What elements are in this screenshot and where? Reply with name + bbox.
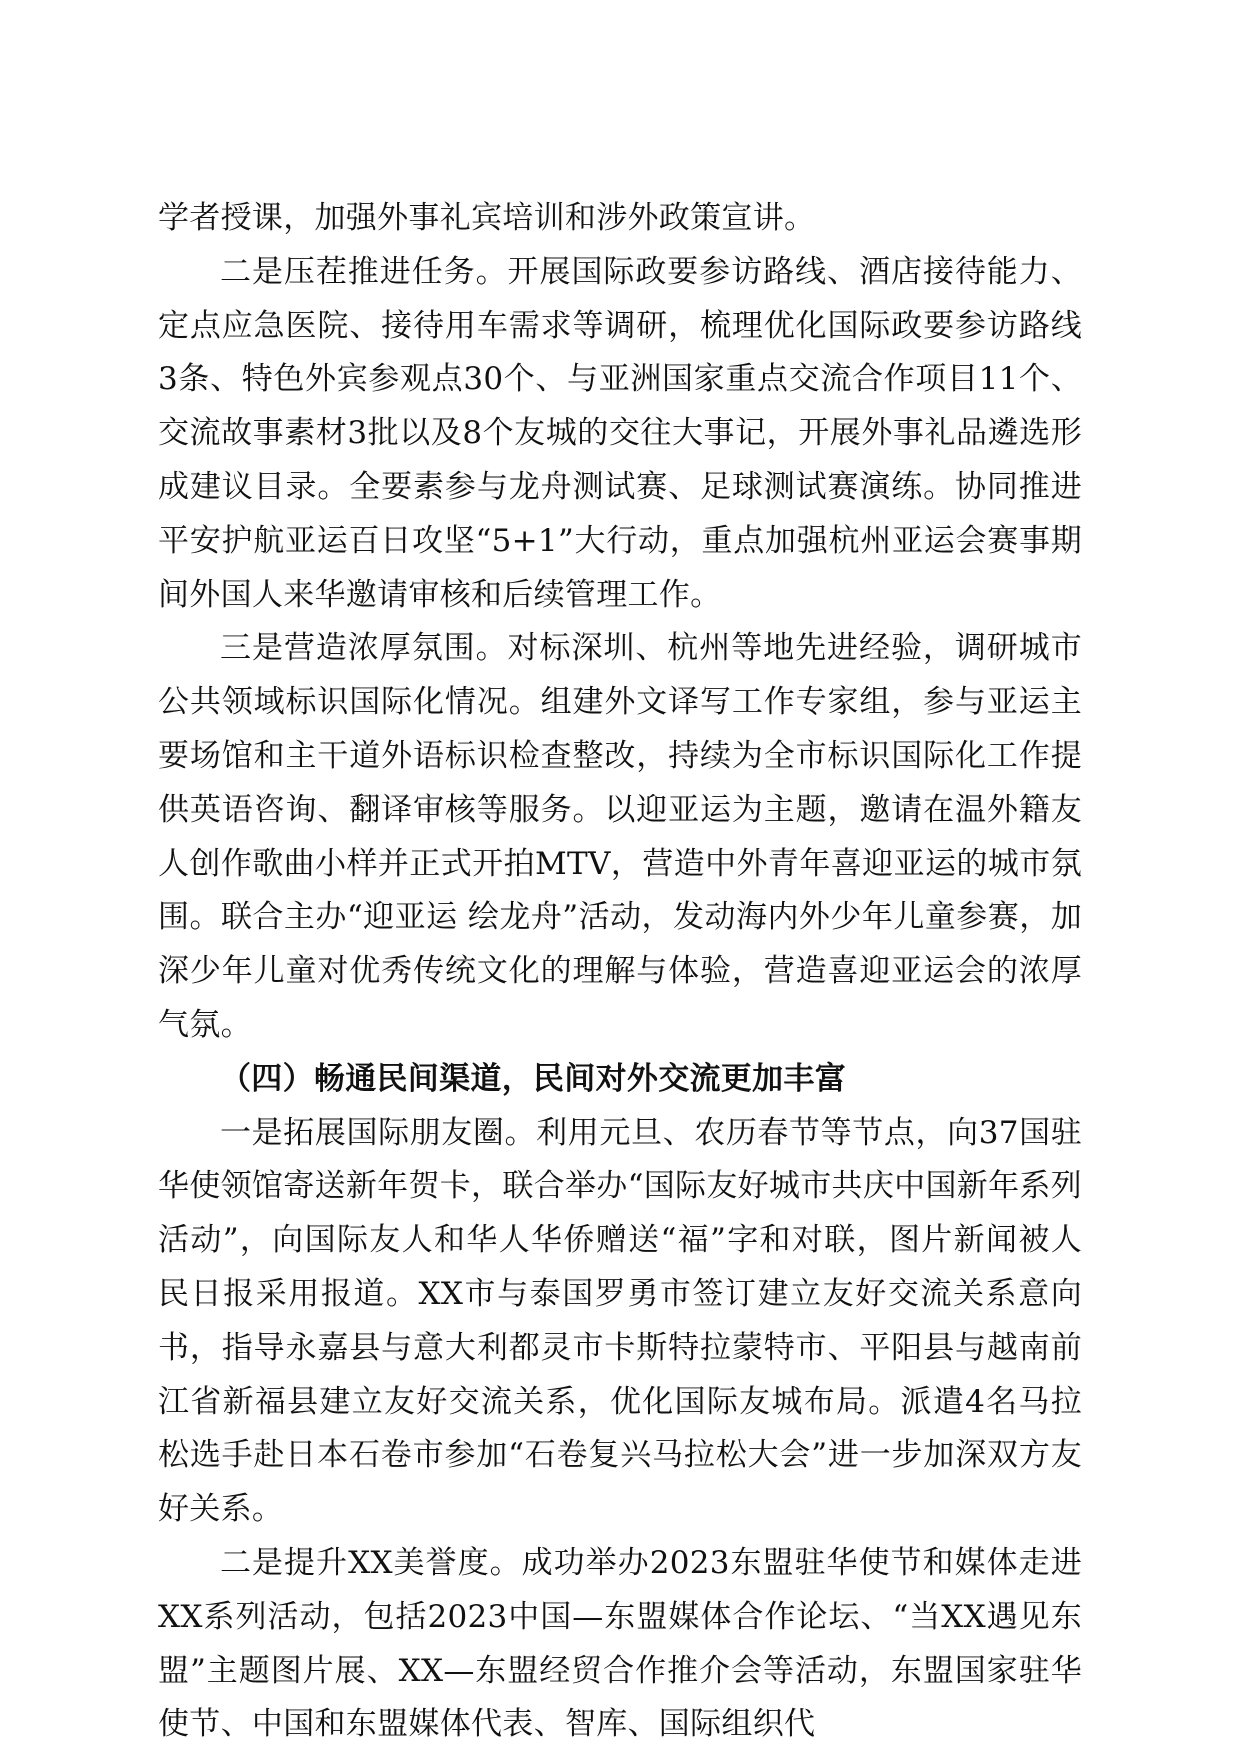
paragraph-friend-circle: 一是拓展国际朋友圈。利用元旦、农历春节等节点，向37国驻华使领馆寄送新年贺卡，联合举办“国际友好城市共庆中国新年系列活动”，向国际友人和华人华侨赠送“福”字和对联，图片新闻被人民日报采用报道。XX市与泰国罗勇市签订建立友好交流关系意向书，指导永嘉县与意大利都灵市卡斯特拉蒙特市、平阳县与越南前江省新福县建立友好交流关系，优化国际友城布局。派遣4名马拉松选手赴日本石卷市参加“石卷复兴马拉松大会”进一步加深双方友好关系。: [158, 1114, 1082, 1528]
paragraph-task-advancement: 二是压茬推进任务。开展国际政要参访路线、酒店接待能力、定点应急医院、接待用车需求等调研，梳理优化国际政要参访路线3条、特色外宾参观点30个、与亚洲国家重点交流合作项目11个、交流故事素材3批以及8个友城的交往大事记，开展外事礼品遴选形成建议目录。全要素参与龙舟测试赛、足球测试赛演练。协同推进平安护航亚运百日攻坚“5+1”大行动，重点加强杭州亚运会赛事期间外国人来华邀请审核和后续管理工作。: [158, 253, 1082, 613]
section-heading-4: （四）畅通民间渠道，民间对外交流更加丰富: [220, 1060, 846, 1097]
paragraph-reputation: 二是提升XX美誉度。成功举办2023东盟驻华使节和媒体走进XX系列活动，包括2023中国—东盟媒体合作论坛、“当XX遇见东盟”主题图片展、XX—东盟经贸合作推介会等活动，东盟国家驻华使节、中国和东盟媒体代表、智库、国际组织代: [158, 1544, 1082, 1743]
paragraph-atmosphere: 三是营造浓厚氛围。对标深圳、杭州等地先进经验，调研城市公共领域标识国际化情况。组建外文译写工作专家组，参与亚运主要场馆和主干道外语标识检查整改，持续为全市标识国际化工作提供英语咨询、翻译审核等服务。以迎亚运为主题，邀请在温外籍友人创作歌曲小样并正式开拍MTV，营造中外青年喜迎亚运的城市氛围。联合主办“迎亚运 绘龙舟”活动，发动海内外少年儿童参赛，加深少年儿童对优秀传统文化的理解与体验，营造喜迎亚运会的浓厚气氛。: [158, 630, 1082, 1043]
paragraph-continuation: 学者授课，加强外事礼宾培训和涉外政策宣讲。: [158, 200, 816, 236]
document-page: [158, 192, 1082, 1752]
